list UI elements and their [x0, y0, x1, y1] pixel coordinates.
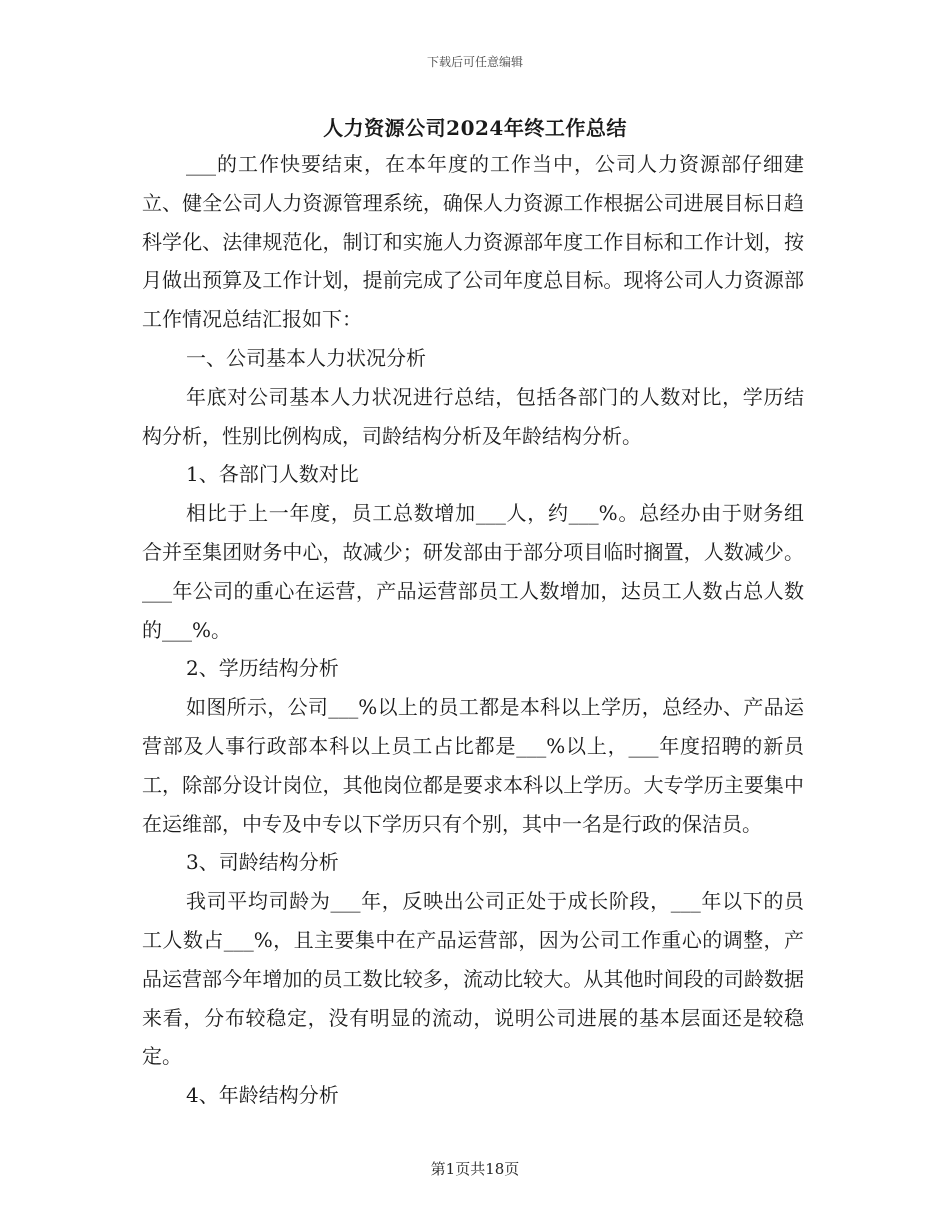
- subheading-department-headcount: 1、各部门人数对比: [186, 462, 359, 487]
- intro-paragraph: ___的工作快要结束，在本年度的工作当中，公司人力资源部仔细建立、健全公司人力资源管理系统，确保人力资源工作根据公司进展目标日趋科学化、法律规范化，制订和实施人力资源部年度工作目标和工作计划，按月做出预算及工作计划，提前完成了公司年度总目标。现将公司人力资源部工作情况总结汇报如下：: [142, 152, 804, 332]
- department-headcount-paragraph: 相比于上一年度，员工总数增加___人，约___%。总经办由于财务组合并至集团财务中心，故减少；研发部由于部分项目临时搁置，人数减少。___年公司的重心在运营，产品运营部员工人数增加，达员工人数占总人数的___%。: [142, 501, 804, 642]
- page-number-indicator: 第1页共18页: [430, 1160, 520, 1178]
- subheading-education-structure: 2、学历结构分析: [186, 656, 339, 681]
- document-title: 人力资源公司2024年终工作总结: [323, 116, 627, 140]
- document-body: [142, 145, 804, 1115]
- tenure-structure-paragraph: 我司平均司龄为___年，反映出公司正处于成长阶段，___年以下的员工人数占___%，且主要集中在产品运营部，因为公司工作重心的调整，产品运营部今年增加的员工数比较多，流动比较大。从其他时间段的司龄数据来看，分布较稳定，没有明显的流动，说明公司进展的基本层面还是较稳定。: [142, 889, 804, 1069]
- staffing-summary-paragraph: 年底对公司基本人力状况进行总结，包括各部门的人数对比，学历结构分析，性别比例构成，司龄结构分析及年龄结构分析。: [142, 384, 804, 448]
- subheading-age-structure: 4、年龄结构分析: [186, 1083, 339, 1108]
- page-header-note: 下载后可任意编辑: [426, 55, 523, 69]
- subheading-tenure-structure: 3、司龄结构分析: [186, 850, 339, 875]
- section-heading-basic-staffing: 一、公司基本人力状况分析: [186, 345, 426, 370]
- education-structure-paragraph: 如图所示，公司___%以上的员工都是本科以上学历，总经办、产品运营部及人事行政部本科以上员工占比都是___%以上，___年度招聘的新员工，除部分设计岗位，其他岗位都是要求本科以上学历。大专学历主要集中在运维部，中专及中专以下学历只有个别，其中一名是行政的保洁员。: [142, 695, 804, 836]
